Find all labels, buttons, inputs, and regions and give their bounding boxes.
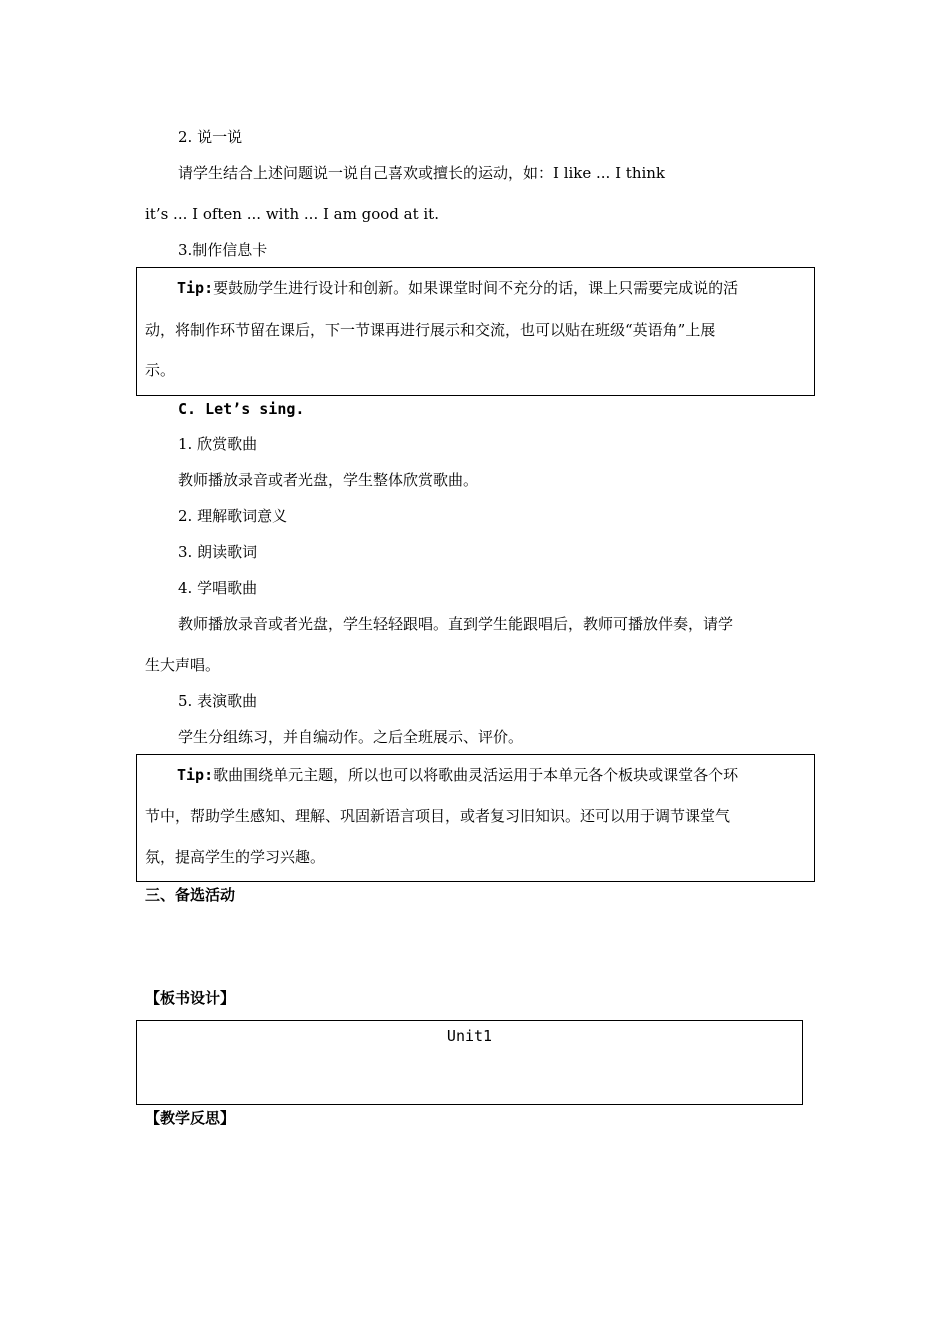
tip-box-1: [136, 267, 815, 396]
tip-1-line3: 示。: [145, 361, 176, 379]
sing-item5-text: 学生分组练习，并自编动作。之后全班展示、评价。: [178, 728, 524, 746]
sing-item1-text: 教师播放录音或者光盘，学生整体欣赏歌曲。: [178, 471, 479, 489]
tip-2-line1: [177, 765, 738, 785]
tip-box-2: [136, 754, 815, 882]
tip-1-line2: 动，将制作环节留在课后，下一节课再进行展示和交流，也可以贴在班级“英语角”上展: [145, 321, 716, 339]
sing-item2: 2. 理解歌词意义: [178, 507, 288, 525]
sing-item4-line1: 教师播放录音或者光盘，学生轻轻跟唱。直到学生能跟唱后，教师可播放伴奏，请学: [178, 615, 734, 633]
sing-item4: 4. 学唱歌曲: [178, 579, 258, 597]
info-card-heading: 3.制作信息卡: [178, 241, 268, 259]
sing-heading: C. Let’s sing.: [178, 400, 305, 418]
board-design-title: Unit1: [446, 1027, 493, 1045]
sing-item3: 3. 朗读歌词: [178, 543, 258, 561]
sing-item5: 5. 表演歌曲: [178, 692, 258, 710]
sing-item4-line2: 生大声唱。: [145, 656, 221, 674]
board-design-heading: 【板书设计】: [145, 989, 236, 1007]
tip-2-line1-text: 歌曲围绕单元主题，所以也可以将歌曲灵活运用于本单元各个板块或课堂各个环: [213, 766, 739, 784]
reflection-heading: 【教学反思】: [145, 1109, 236, 1127]
board-design-box: [136, 1020, 803, 1105]
tip-1-line1: [177, 278, 738, 298]
sing-item1: 1. 欣赏歌曲: [178, 435, 258, 453]
speak-paragraph-line1: 请学生结合上述问题说一说自己喜欢或擅长的运动，如：I like ... I think: [178, 164, 666, 182]
speak-paragraph-line2: it’s ... I often ... with ... I am good at it.: [145, 205, 439, 223]
tip-2-label: Tip:: [177, 766, 214, 784]
tip-1-label: Tip:: [177, 279, 214, 297]
alternative-activities-heading: 三、备选活动: [145, 886, 236, 904]
tip-1-line1-text: 要鼓励学生进行设计和创新。如果课堂时间不充分的话，课上只需要完成说的活: [213, 279, 739, 297]
tip-2-line3: 氛，提高学生的学习兴趣。: [145, 848, 326, 866]
tip-2-line2: 节中，帮助学生感知、理解、巩固新语言项目，或者复习旧知识。还可以用于调节课堂气: [145, 807, 731, 825]
speak-heading: 2. 说一说: [178, 128, 243, 146]
